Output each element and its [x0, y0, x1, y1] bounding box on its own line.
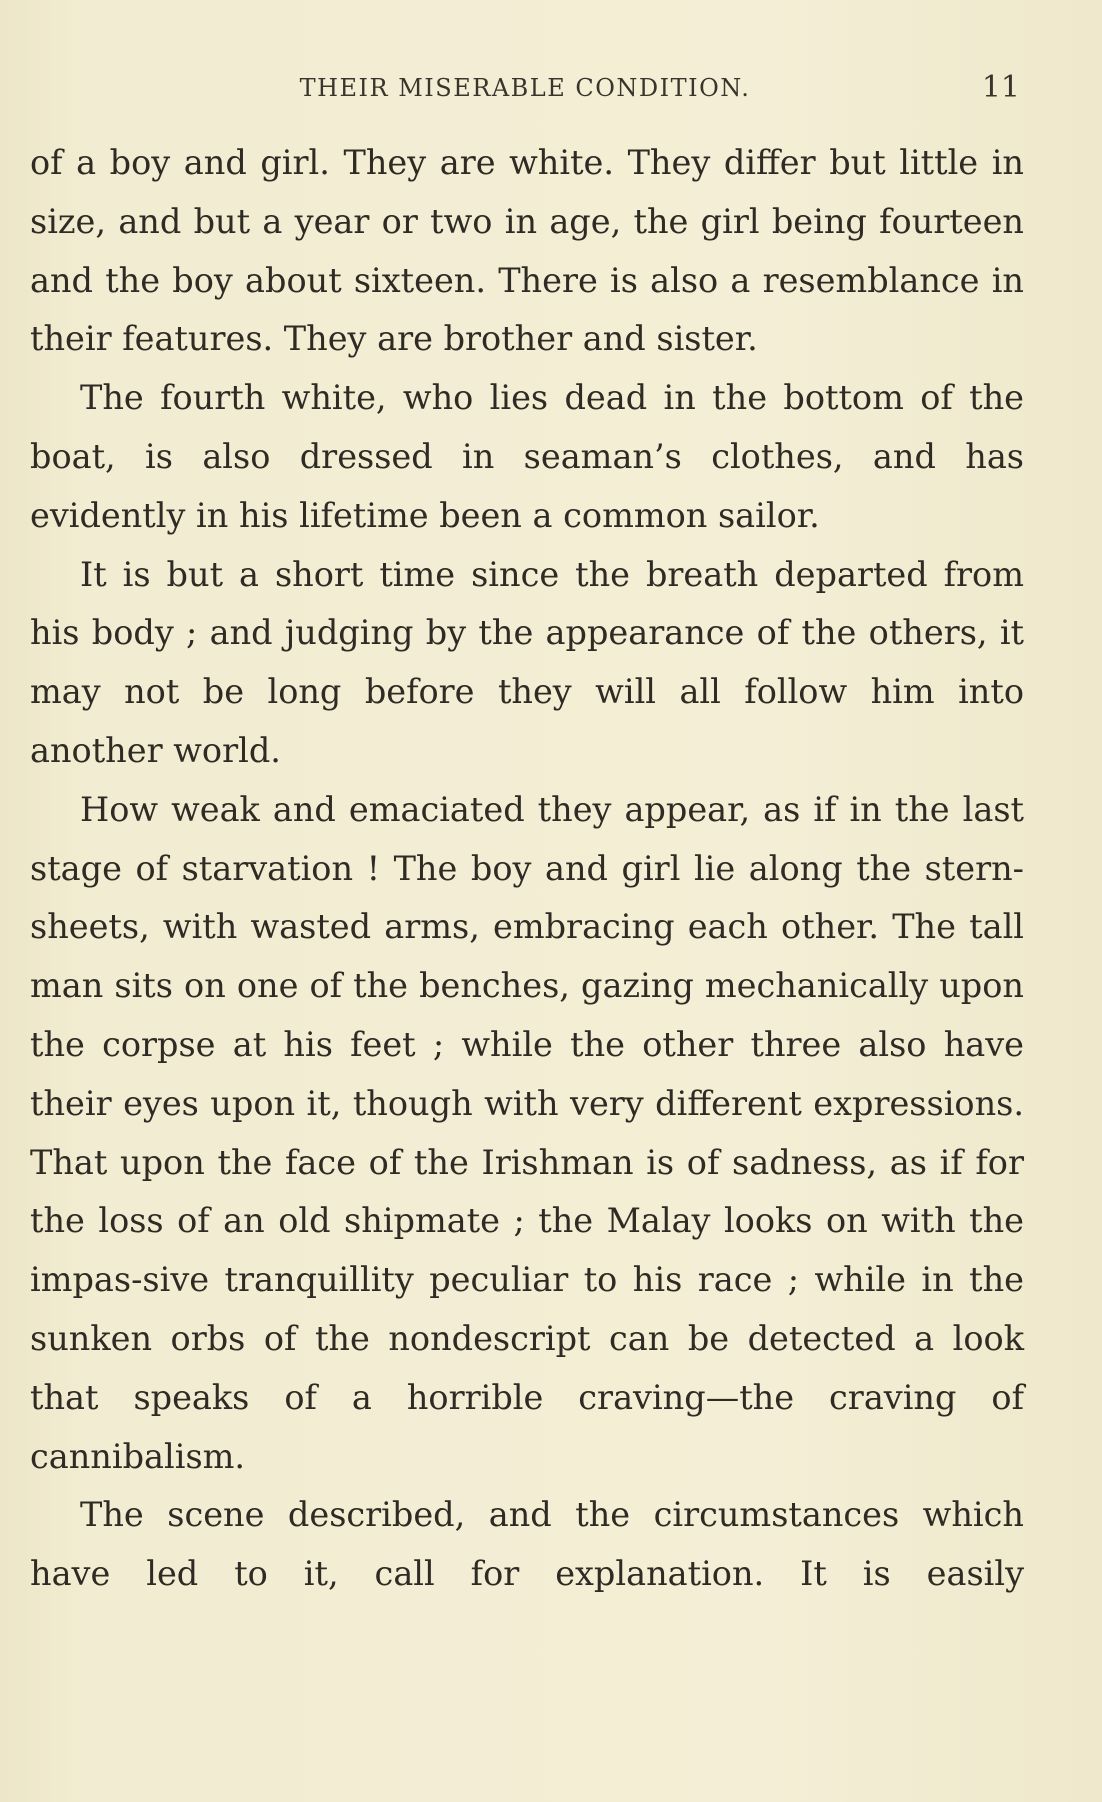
running-head: THEIR MISERABLE CONDITION. [299, 74, 751, 102]
paragraph-4: How weak and emaciated they appear, as if in the last stage of starvation ! The boy and girl lie along the stern-sheets, with wasted arms, embracing each other. The tall man sits on one of the benches, gazing mechanically upon the corpse at his feet ; while the other three also have their eyes upon it, though with very different expressions. That upon the face of the Irishman is of sadness, as if for the loss of an old shipmate ; the Malay looks on with the impas-sive tranquillity peculiar to his race ; while in the sunken orbs of the nondescript can be detected a look that speaks of a horrible craving—the craving of cannibalism. [30, 789, 1024, 1476]
paragraph-2: The fourth white, who lies dead in the bottom of the boat, is also dressed in seaman’s clothes, and has evidently in his lifetime been a common sailor. [30, 378, 1024, 535]
body-text [30, 134, 1024, 1604]
page-header [30, 70, 1020, 110]
paragraph-5: The scene described, and the circumstances which have led to it, call for explanation. It is easily [30, 1495, 1024, 1594]
page-number: 11 [981, 70, 1020, 105]
paragraph-1: of a boy and girl. They are white. They differ but little in size, and but a year or two in age, the girl being fourteen and the boy about sixteen. There is also a resemblance in their features. They are brother and sister. [30, 143, 1024, 359]
paragraph-3: It is but a short time since the breath departed from his body ; and judging by the appearance of the others, it may not be long before they will all follow him into another world. [30, 554, 1024, 770]
